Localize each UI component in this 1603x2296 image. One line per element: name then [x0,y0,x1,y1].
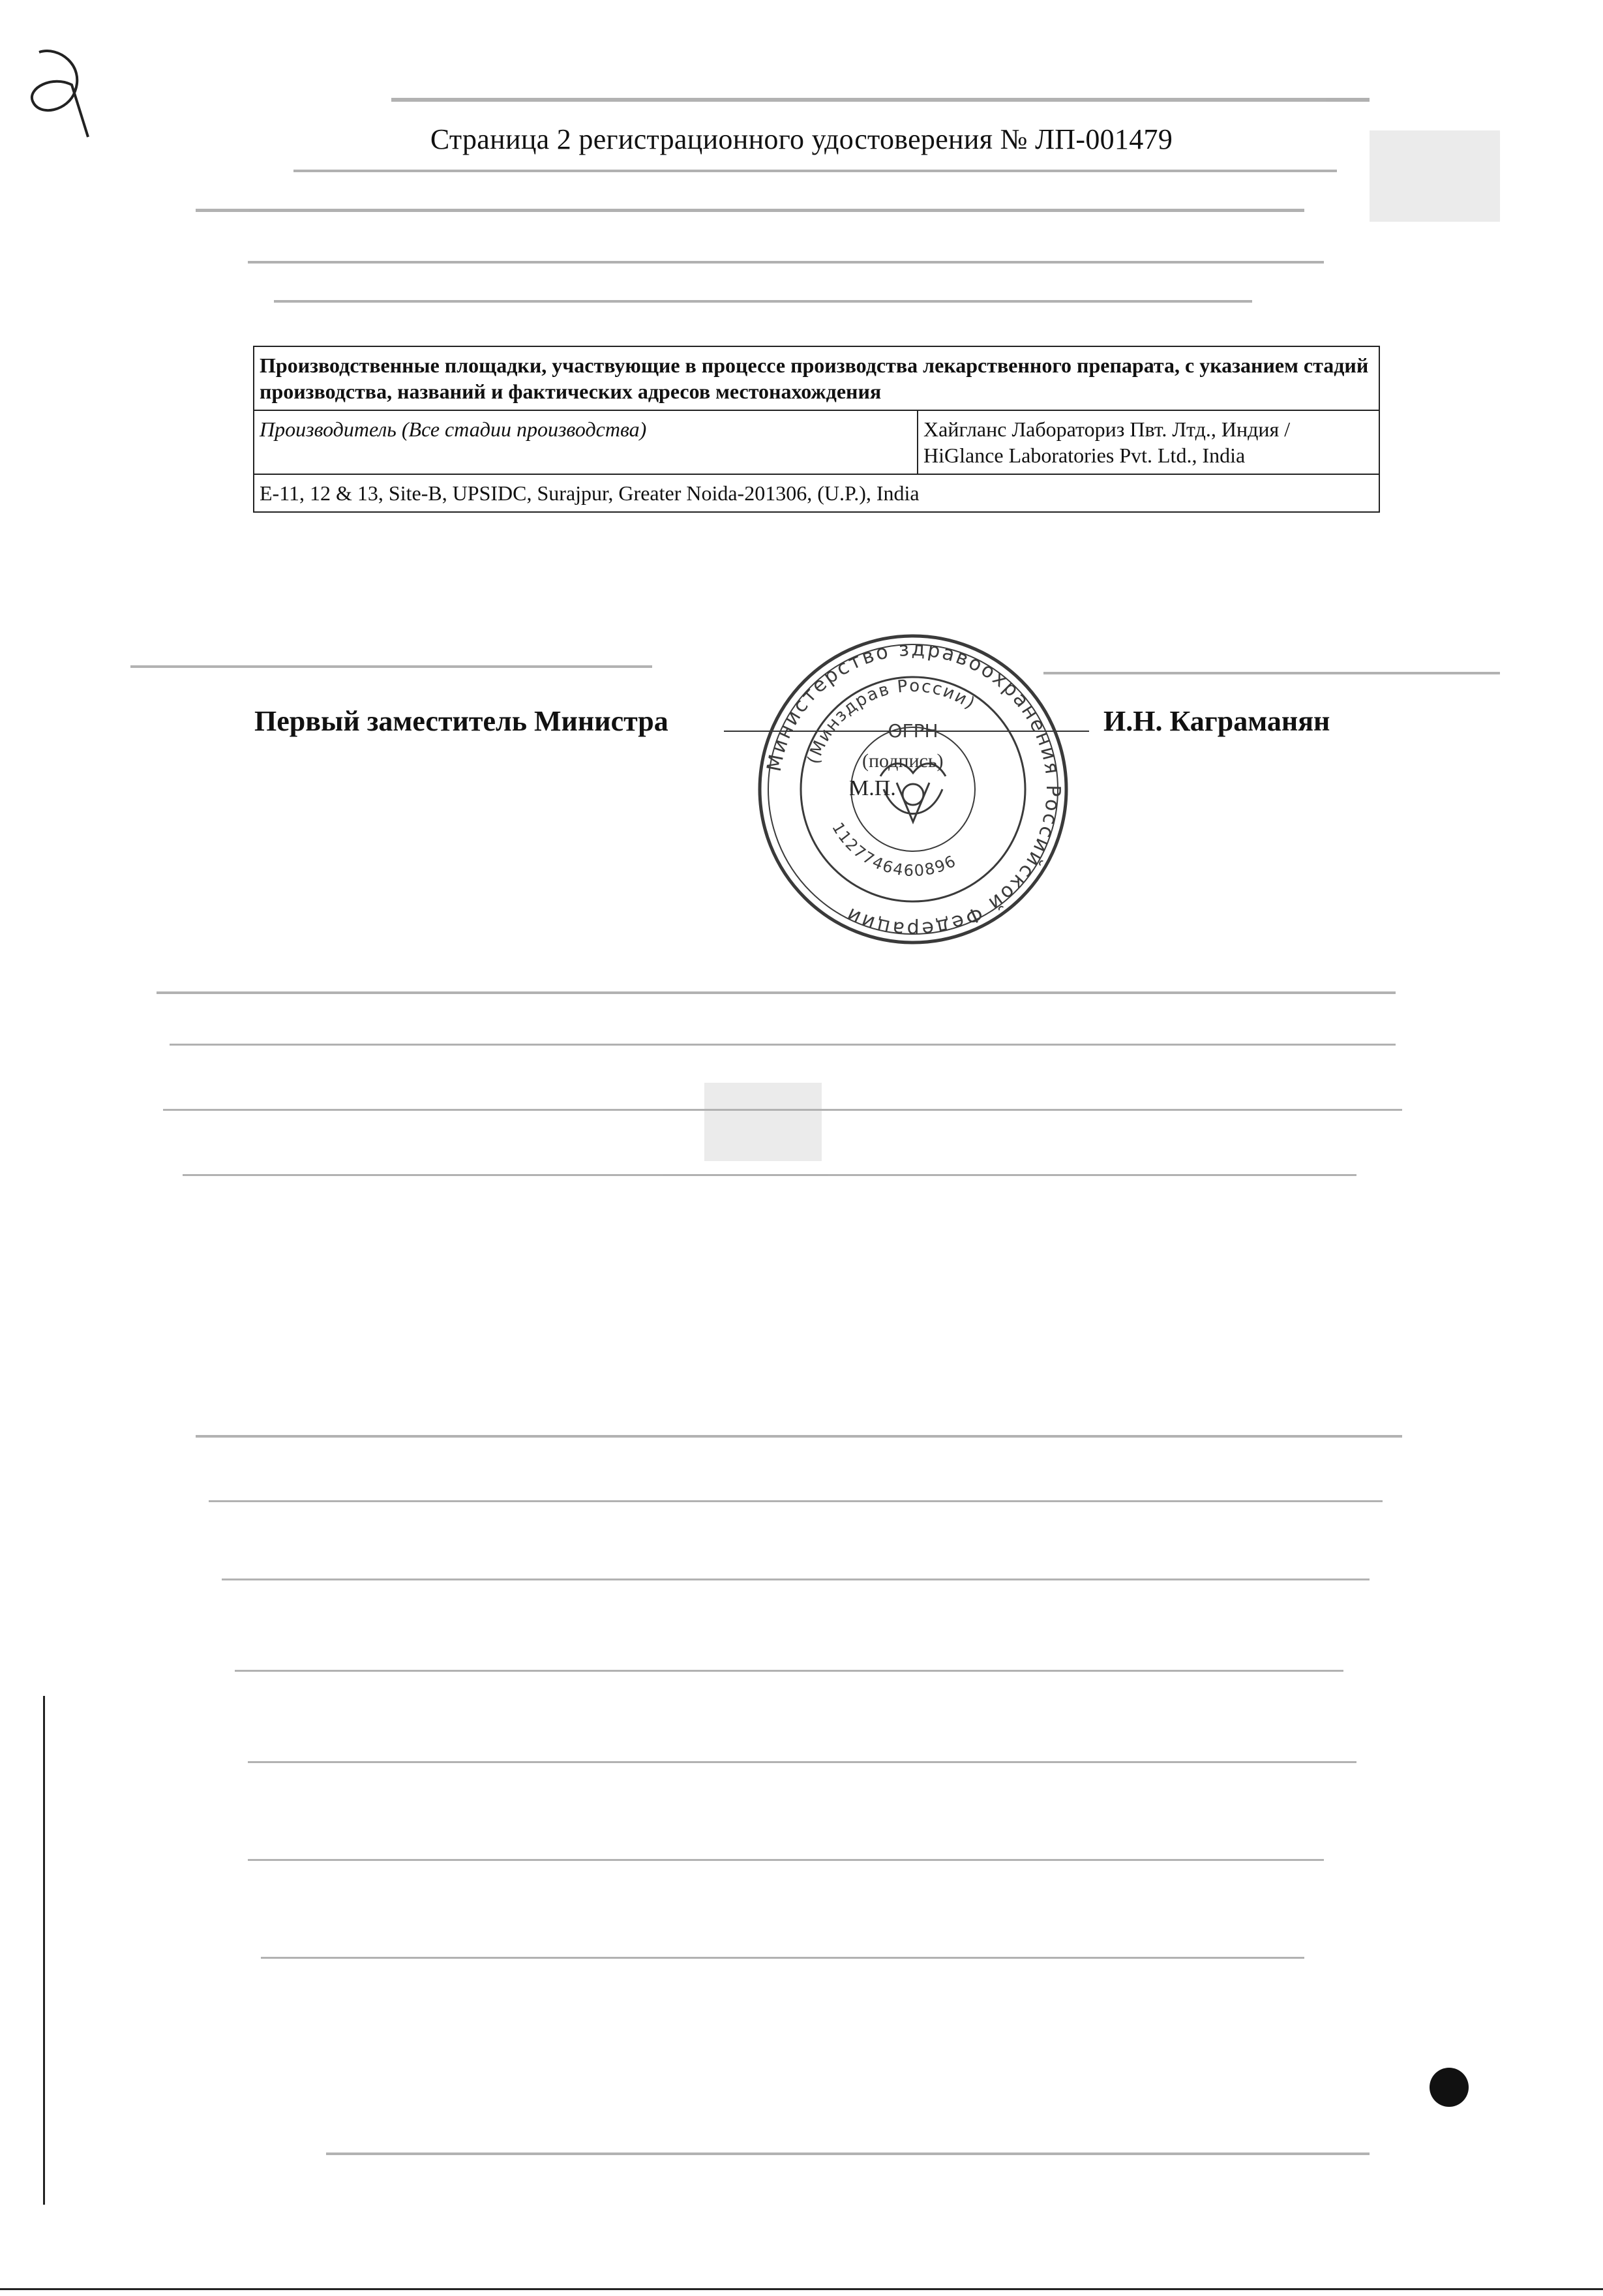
seal-ogrn-number: 1127746460896 [828,819,960,881]
ink-blot [1430,2068,1469,2107]
svg-text:1127746460896 [828,819,959,880]
seal-inner-text: (Минздрав России) [803,676,980,766]
margin-line [43,1696,45,2205]
official-seal [750,626,1076,952]
signer-name: И.Н. Каграманян [1103,705,1330,737]
table-row [254,410,1379,474]
seal-outer-text: Министерство здравоохранения Российской Федерации [762,637,1065,941]
table-row [254,346,1379,410]
page-edge-line [0,2288,1603,2290]
address-cell: E-11, 12 & 13, Site-B, UPSIDC, Surajpur, Greater Noida-201306, (U.P.), India [254,474,1379,512]
production-sites-table [253,346,1380,513]
signer-position: Первый заместитель Министра [254,705,668,737]
signature-caption: (подпись) [862,750,944,772]
seal-caption: М.П. [849,776,896,800]
table-heading: Производственные площадки, участвующие в процессе производства лекарственного препарата, с указанием стадий производства, названий и фактических адресов местонахождения [254,346,1379,410]
manufacturer-role-cell: Производитель (Все стадии производства) [254,410,918,474]
page-header: Страница 2 регистрационного удостоверения № ЛП-001479 [430,123,1173,155]
manufacturer-name-cell: Хайгланс Лабораториз Пвт. Лтд., Индия / HiGlance Laboratories Pvt. Ltd., India [918,410,1379,474]
seal-ogrn-label: ОГРН [888,720,938,742]
table-row [254,474,1379,512]
